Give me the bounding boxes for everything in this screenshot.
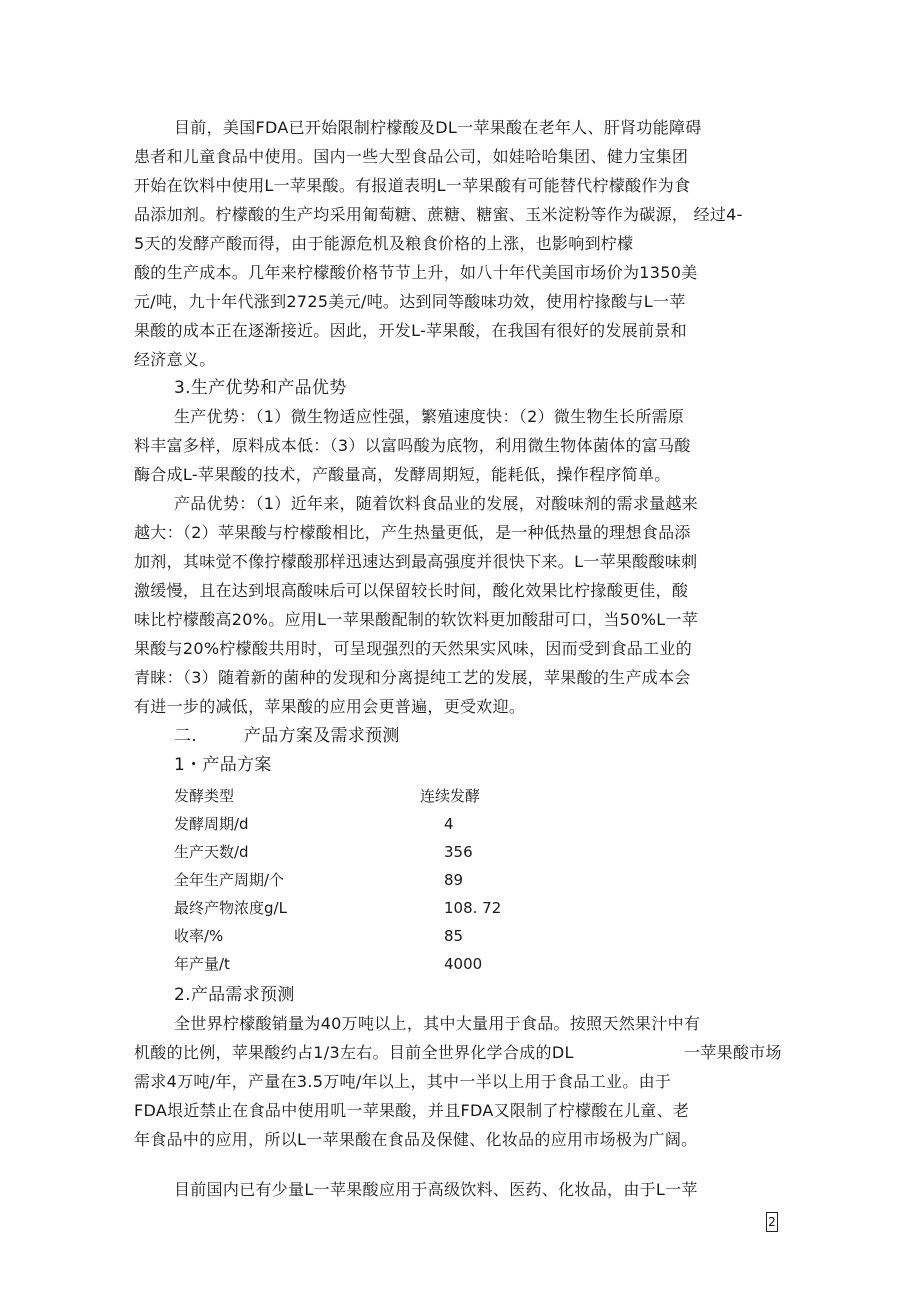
text-line: FDA垠近禁止在食品中使用叽一苹果酸，并且FDA又限制了柠檬酸在儿童、老 [134, 1101, 690, 1120]
text-line: 产品优势：（1）近年来，随着饮料食品业的发展，对酸味剂的需求量越来 [174, 494, 699, 513]
table-row-label: 生产天数/d [174, 843, 249, 861]
text-line: 品添加剂。柠檬酸的生产均采用匍萄糖、蔗糖、糖蜜、玉米淀粉等作为碳源， 经过4- [134, 205, 743, 224]
text-line: 激缓慢，且在达到垠高酸味后可以保留较长时间，酸化效果比柠掾酸更佳，酸 [134, 581, 689, 600]
text-line: 年食品中的应用，所以L一苹果酸在食品及保健、化妆品的应用市场极为广阔。 [134, 1130, 698, 1149]
table-row-value: 356 [444, 843, 473, 861]
section-heading: 3.生产优势和产品优势 [174, 378, 347, 398]
text-line: 酶合成L-苹果酸的技术，产酸量高，发酵周期短，能耗低，操作程序简单。 [134, 465, 671, 484]
page-number: 2 [766, 1212, 778, 1232]
text-line: 加剂，其味觉不像拧檬酸那样迅速达到最高强度并很快下来。L一苹果酸酸味刺 [134, 552, 698, 571]
text-line: 生产优势：（1）微生物适应性强，繁殖速度快：（2）微生物生长所需原 [174, 407, 685, 426]
section-number: 二. [174, 726, 198, 746]
table-row-label: 全年生产周期/个 [174, 871, 285, 889]
text-line: 一苹果酸市场 [684, 1043, 782, 1062]
table-row-value: 89 [444, 871, 464, 889]
table-row-label: 发酵类型 [174, 787, 235, 805]
text-line: 有进一步的减低，苹果酸的应用会更普遍，更受欢迎。 [134, 697, 526, 716]
text-line: 果酸的成本正在逐渐接近。因此，开发L-苹果酸，在我国有很好的发展前景和 [134, 321, 687, 340]
text-line: 患者和儿童食品中使用。国内一些大型食品公司，如娃哈哈集团、健力宝集团 [134, 147, 689, 166]
table-row-label: 最终产物浓度g/L [174, 899, 287, 917]
table-row-value: 108. 72 [444, 899, 502, 917]
subsection-heading: 1・产品方案 [174, 755, 272, 775]
text-line: 元/吨，九十年代涨到2725美元/吨。达到同等酸味功效，使用柠掾酸与L一苹 [134, 292, 686, 311]
text-line: 5天的发酵产酸而得，由于能源危机及粮食价格的上涨，也影响到柠檬 [134, 234, 634, 253]
table-row-value: 4 [444, 815, 454, 833]
text-line: 目前国内已有少量L一苹果酸应用于高级饮料、医药、化妆品，由于L一苹 [174, 1180, 698, 1199]
table-row-value: 85 [444, 927, 464, 945]
text-line: 酸的生产成本。几年来柠檬酸价格节节上升，如八十年代美国市场价为1350美 [134, 263, 698, 282]
text-line: 全世界柠檬酸销量为40万吨以上，其中大量用于食品。按照天然果汁中有 [174, 1014, 701, 1033]
text-line: 越大：（2）苹果酸与柠檬酸相比，产生热量更低，是一种低热量的理想食品添 [134, 523, 691, 542]
table-row-value: 连续发酵 [420, 787, 481, 805]
text-line: 机酸的比例，苹果酸约占1/3左右。目前全世界化学合成的DL [134, 1043, 574, 1062]
text-line: 目前，美国FDA已开始限制柠檬酸及DL一苹果酸在老年人、肝肾功能障碍 [174, 118, 702, 137]
table-row-value: 4000 [444, 955, 483, 973]
text-line: 青睐：（3）随着新的菌种的发现和分离提纯工艺的发展，苹果酸的生产成本会 [134, 668, 691, 687]
table-row-label: 发酵周期/d [174, 815, 249, 833]
text-line: 开始在饮料中使用L一苹果酸。有报道表明L一苹果酸有可能替代柠檬酸作为食 [134, 176, 691, 195]
subsection-heading: 2.产品需求预测 [174, 985, 295, 1005]
table-row-label: 收率/% [174, 927, 224, 945]
table-row-label: 年产量/t [174, 955, 230, 973]
text-line: 味比柠檬酸高20%。应用L一苹果酸配制的软饮料更加酸甜可口，当50%L一苹 [134, 610, 699, 629]
text-line: 果酸与20%柠檬酸共用时，可呈现强烈的天然果实风味，因而受到食品工业的 [134, 639, 693, 658]
text-line: 经济意义。 [134, 350, 216, 369]
text-line: 料丰富多样，原料成本低：（3）以富吗酸为底物，利用微生物体菌体的富马酸 [134, 436, 691, 455]
section-title: 产品方案及需求预测 [244, 726, 400, 746]
text-line: 需求4万吨/年，产量在3.5万吨/年以上，其中一半以上用于食品工业。由于 [134, 1072, 672, 1091]
